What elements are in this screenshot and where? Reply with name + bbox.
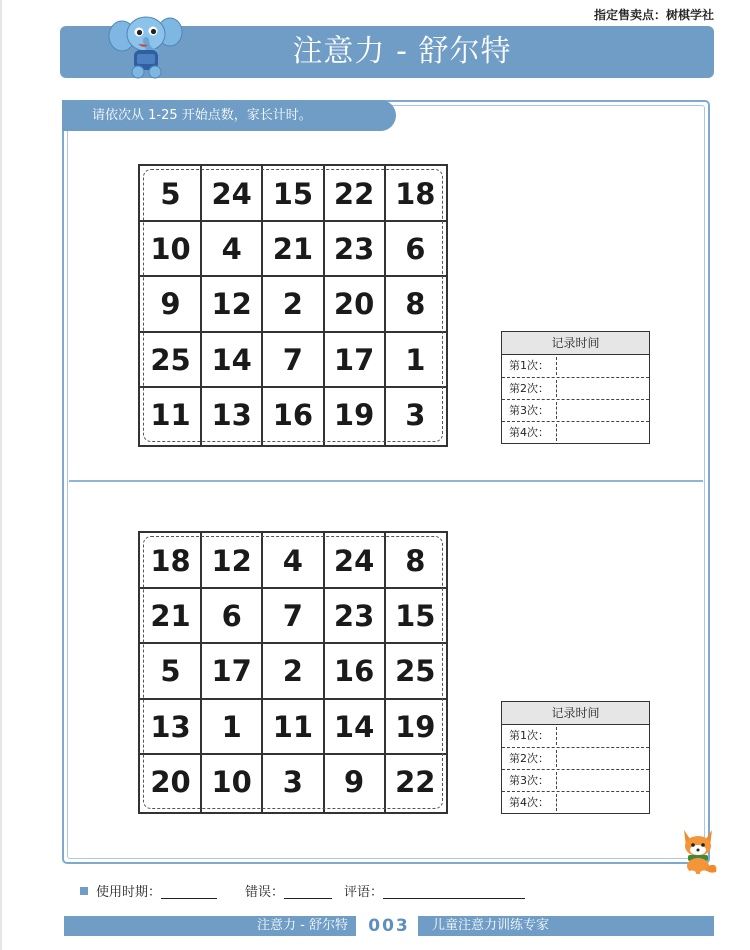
record-label: 第3次：: [509, 404, 549, 417]
grid-cell[interactable]: 1: [221, 709, 242, 744]
grid-cell[interactable]: 9: [160, 287, 181, 322]
grid-cell[interactable]: 10: [211, 764, 252, 799]
record-title: 记录时间: [502, 702, 649, 725]
grid-line: [261, 166, 263, 445]
grid-cell[interactable]: 15: [395, 599, 436, 634]
grid-cell[interactable]: 13: [211, 397, 252, 432]
grid-cell[interactable]: 13: [150, 709, 191, 744]
grid-cell[interactable]: 19: [333, 397, 375, 432]
grid-cell[interactable]: 14: [211, 342, 252, 377]
grid-line: [200, 166, 202, 445]
footer-right-label: 儿童注意力训练专家: [418, 916, 714, 936]
elephant-mascot-icon: [108, 10, 184, 82]
record-row[interactable]: [502, 421, 649, 443]
grid-cell[interactable]: 18: [150, 544, 191, 579]
grid-cell[interactable]: 11: [272, 709, 314, 744]
grid-cell[interactable]: 10: [150, 232, 191, 267]
grid-line: [261, 533, 263, 812]
grid-line: [140, 331, 446, 333]
record-label: 第3次：: [509, 774, 549, 787]
record-row[interactable]: [502, 725, 649, 747]
grid-cell[interactable]: 16: [333, 654, 375, 689]
grid-cell[interactable]: 19: [395, 709, 436, 744]
grid-cell[interactable]: 12: [211, 544, 252, 579]
grid-cell[interactable]: 5: [160, 654, 181, 689]
record-row[interactable]: [502, 769, 649, 791]
grid-line: [323, 166, 325, 445]
grid-line: [140, 587, 446, 589]
record-label: 第4次：: [509, 426, 549, 439]
grid-cell[interactable]: 4: [221, 232, 242, 267]
record-label: 第4次：: [509, 796, 549, 809]
grid-cell[interactable]: 24: [333, 544, 375, 579]
comment-label: 评语：: [344, 885, 384, 900]
errors-label: 错误：: [245, 885, 285, 900]
record-row[interactable]: [502, 747, 649, 769]
grid-cell[interactable]: 22: [333, 177, 375, 212]
grid-cell[interactable]: 20: [150, 764, 191, 799]
grid-cell[interactable]: 2: [282, 654, 303, 689]
grid-cell[interactable]: 1: [405, 342, 426, 377]
record-label: 第1次：: [509, 729, 549, 742]
instruction-tab: [62, 100, 396, 131]
grid-cell[interactable]: 6: [405, 232, 426, 267]
record-label: 第1次：: [509, 359, 549, 372]
grid-cell[interactable]: 23: [333, 599, 375, 634]
grid-cell[interactable]: 14: [333, 709, 375, 744]
grid-cell[interactable]: 4: [282, 544, 303, 579]
schulte-grid-2: [138, 531, 448, 814]
page-number: 003: [368, 916, 410, 936]
grid-cell[interactable]: 17: [333, 342, 375, 377]
record-title: 记录时间: [502, 332, 649, 355]
period-blank[interactable]: [161, 884, 217, 899]
grid-cell[interactable]: 3: [405, 397, 426, 432]
record-time-table-1: [501, 331, 650, 444]
grid-cell[interactable]: 5: [160, 177, 181, 212]
section-divider: [69, 480, 703, 482]
grid-cell[interactable]: 9: [344, 764, 365, 799]
grid-cell[interactable]: 20: [333, 287, 375, 322]
errors-blank[interactable]: [284, 884, 332, 899]
grid-line: [140, 753, 446, 755]
grid-cell[interactable]: 12: [211, 287, 252, 322]
grid-cells: [140, 166, 446, 445]
seller-note: 指定售卖点：树棋学社: [593, 8, 714, 22]
grid-line: [200, 533, 202, 812]
grid-cell[interactable]: 23: [333, 232, 375, 267]
grid-line: [140, 220, 446, 222]
grid-line: [384, 166, 386, 445]
grid-line: [140, 386, 446, 388]
comment-blank[interactable]: [383, 884, 525, 899]
grid-cell[interactable]: 21: [272, 232, 314, 267]
grid-cell[interactable]: 15: [272, 177, 314, 212]
grid-cell[interactable]: 25: [150, 342, 191, 377]
record-row[interactable]: [502, 399, 649, 421]
usage-record-line: [80, 881, 525, 900]
grid-cell[interactable]: 16: [272, 397, 314, 432]
grid-line: [323, 533, 325, 812]
grid-cell[interactable]: 21: [150, 599, 191, 634]
page-title: 注意力 - 舒尔特: [292, 34, 512, 69]
grid-cell[interactable]: 17: [211, 654, 252, 689]
grid-cell[interactable]: 22: [395, 764, 436, 799]
grid-cell[interactable]: 8: [405, 544, 426, 579]
record-row[interactable]: [502, 355, 649, 377]
record-time-table-2: [501, 701, 650, 814]
grid-cell[interactable]: 7: [282, 342, 303, 377]
grid-cells: [140, 533, 446, 812]
grid-cell[interactable]: 3: [282, 764, 303, 799]
record-label: 第2次：: [509, 382, 549, 395]
footer: [64, 916, 714, 936]
fox-mascot-icon: [676, 826, 720, 876]
record-row[interactable]: [502, 791, 649, 813]
grid-cell[interactable]: 11: [150, 397, 191, 432]
footer-left-label: 注意力 - 舒尔特: [64, 916, 356, 936]
grid-cell[interactable]: 8: [405, 287, 426, 322]
grid-cell[interactable]: 2: [282, 287, 303, 322]
period-label: 使用时期：: [96, 885, 162, 900]
grid-line: [140, 642, 446, 644]
grid-cell[interactable]: 6: [221, 599, 242, 634]
grid-line: [384, 533, 386, 812]
schulte-grid-1: [138, 164, 448, 447]
grid-cell[interactable]: 18: [395, 177, 436, 212]
grid-cell[interactable]: 24: [211, 177, 252, 212]
grid-line: [140, 275, 446, 277]
instruction-text: 请依次从 1-25 开始点数，家长计时。: [92, 108, 312, 123]
grid-cell[interactable]: 7: [282, 599, 303, 634]
grid-line: [140, 698, 446, 700]
page-edge: [0, 0, 2, 950]
record-label: 第2次：: [509, 752, 549, 765]
record-row[interactable]: [502, 377, 649, 399]
bullet-square-icon: [80, 887, 88, 895]
grid-cell[interactable]: 25: [395, 654, 436, 689]
